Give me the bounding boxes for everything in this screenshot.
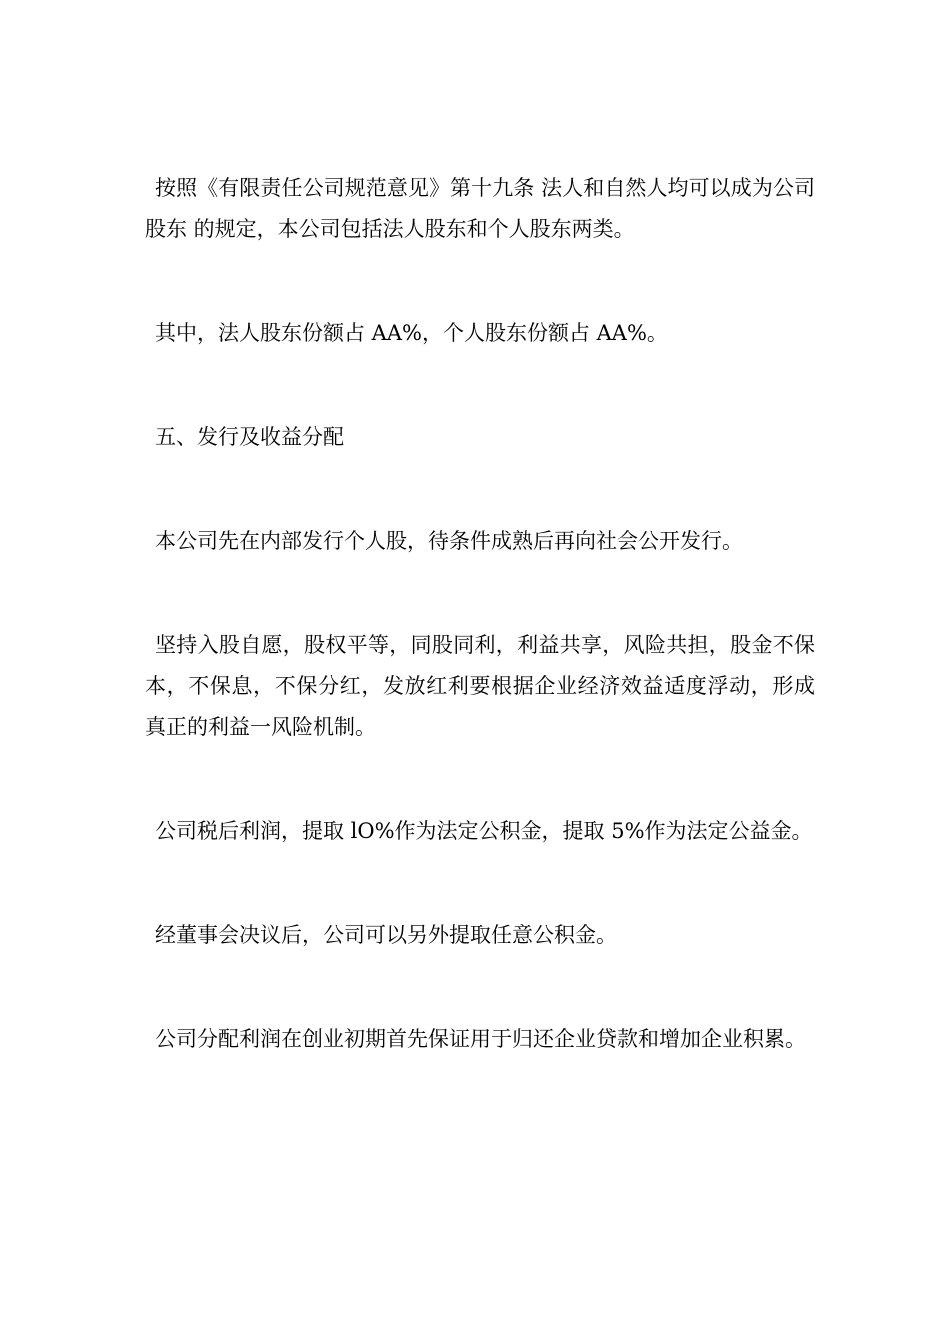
paragraph-share-ratio: 其中，法人股东份额占 AA%，个人股东份额占 AA%。	[155, 321, 668, 345]
section-heading-issuance: 五、发行及收益分配	[155, 425, 344, 449]
document-body	[145, 168, 815, 1123]
paragraph-internal-issuance: 本公司先在内部发行个人股，待条件成熟后再向社会公开发行。	[155, 529, 743, 553]
paragraph-principles: 坚持入股自愿，股权平等，同股同利，利益共享，风险共担，股金不保本，不保息，不保分红，发放红利要根据企业经济效益适度浮动，形成真正的利益一风险机制。	[145, 633, 815, 739]
paragraph-board-resolution: 经董事会决议后，公司可以另外提取任意公积金。	[155, 923, 617, 947]
paragraph-shareholders: 按照《有限责任公司规范意见》第十九条 法人和自然人均可以成为公司股东 的规定，本公司包括法人股东和个人股东两类。	[145, 176, 815, 241]
paragraph-profit-distribution: 公司分配利润在创业初期首先保证用于归还企业贷款和增加企业积累。	[155, 1027, 806, 1051]
paragraph-reserve-funds: 公司税后利润，提取 lO%作为法定公积金，提取 5%作为法定公益金。	[155, 819, 813, 843]
